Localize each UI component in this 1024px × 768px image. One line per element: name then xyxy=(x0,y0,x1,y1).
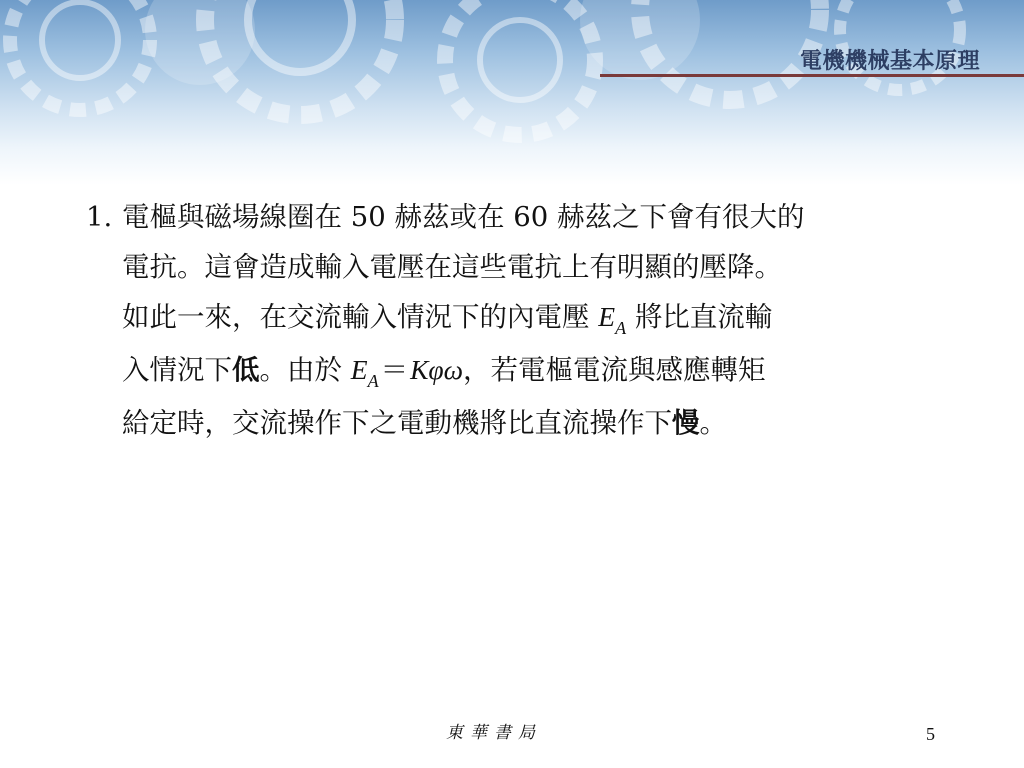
line4-text-mid: 。由於 xyxy=(259,354,342,386)
text-line-3 xyxy=(122,292,956,345)
emphasis-slow: 慢 xyxy=(672,407,700,439)
text-line-5 xyxy=(122,398,956,448)
symbol-E: E xyxy=(598,301,616,332)
publisher-name: 東華書局 xyxy=(446,723,542,743)
line5-text-end: 。 xyxy=(699,407,727,439)
gear-decoration xyxy=(0,0,1024,185)
line4-text-post: ，若電樞電流與感應轉矩 xyxy=(463,354,766,386)
text-line-4 xyxy=(122,345,956,398)
page-number: 5 xyxy=(926,724,935,744)
header-banner xyxy=(0,0,1024,185)
item-text xyxy=(122,192,956,448)
text-line-1: 電樞與磁場線圈在 50 赫茲或在 60 赫茲之下會有很大的 xyxy=(122,201,805,233)
equals-sign: ＝ xyxy=(380,354,409,386)
emphasis-low: 低 xyxy=(232,354,260,386)
list-item xyxy=(86,192,956,448)
equation-subscript-A: A xyxy=(367,371,379,391)
equation-rhs: Kφω xyxy=(410,354,464,385)
slide-body xyxy=(86,192,956,448)
text-line-2: 電抗。這會造成輸入電壓在這些電抗上有明顯的壓降。 xyxy=(122,251,782,283)
equation-E: E xyxy=(350,354,368,385)
brand-title: 電機機械基本原理 xyxy=(799,49,980,74)
line4-text-pre: 入情況下 xyxy=(122,354,232,386)
line3-text-post: 將比直流輸 xyxy=(634,301,773,333)
item-number: 1. xyxy=(86,201,113,233)
line3-text-pre: 如此一來，在交流輸入情況下的內電壓 xyxy=(122,301,590,333)
subscript-A: A xyxy=(615,318,627,338)
line5-text-pre: 給定時，交流操作下之電動機將比直流操作下 xyxy=(122,407,672,439)
